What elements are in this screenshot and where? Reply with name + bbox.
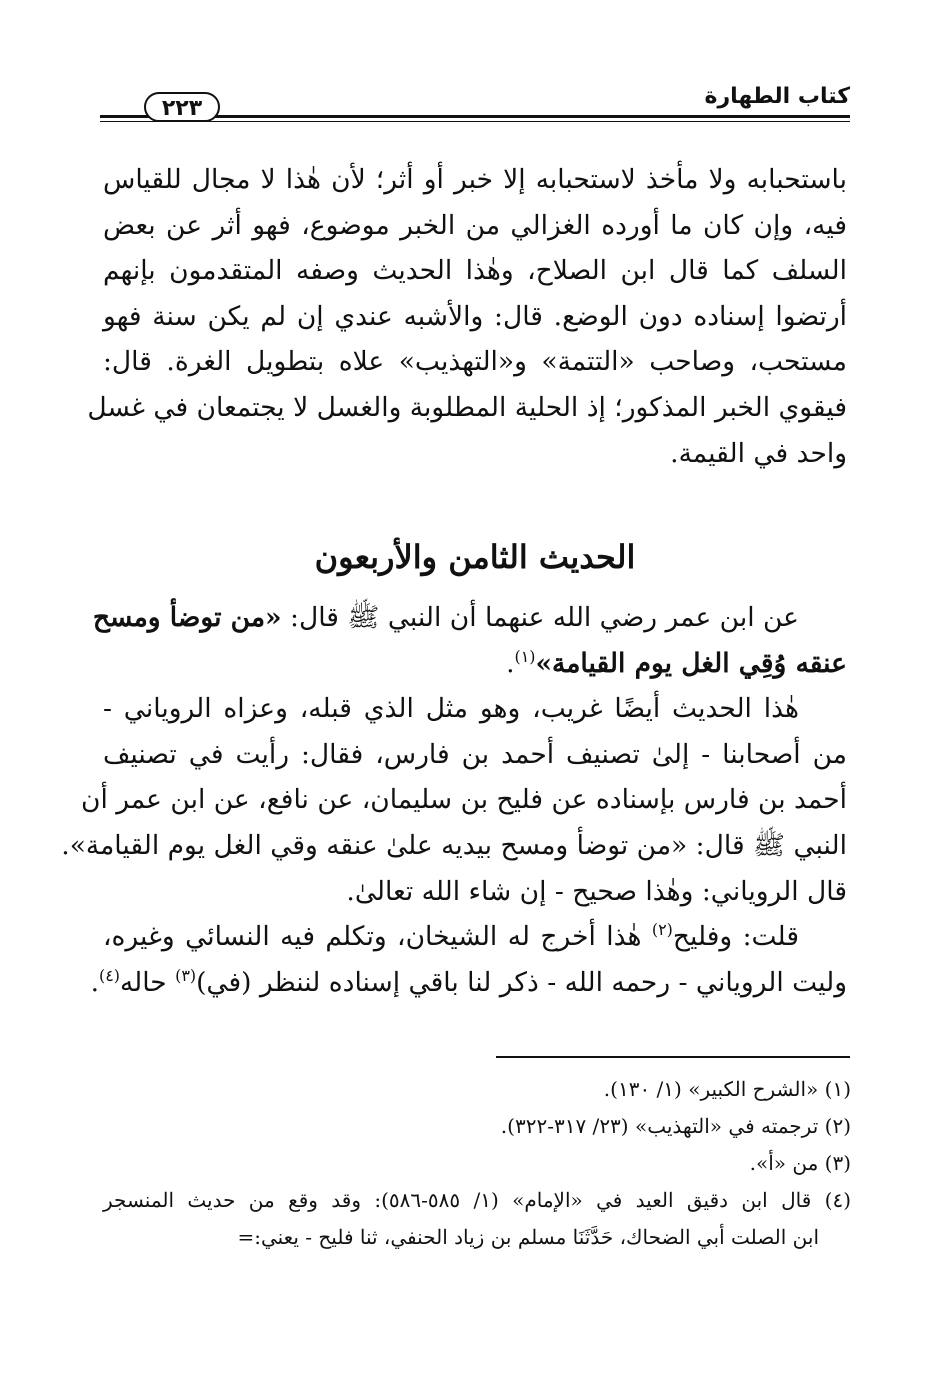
running-title: كتاب الطهارة bbox=[695, 82, 850, 112]
footnote: (٢) ترجمته في «التهذيب» (٢٣/ ٣١٧-٣٢٢). bbox=[500, 1114, 851, 1138]
text-line: النبي ﷺ قال: «من توضأ ومسح بيديه علىٰ عنقه وقي الغل يوم القيامة». bbox=[61, 829, 847, 861]
hadith-and-discussion bbox=[61, 595, 847, 1005]
page-header bbox=[100, 82, 850, 126]
footnote: (٤) قال ابن دقيق العيد في «الإمام» (١/ ٥٨٥-٥٨٦): وقد وقع من حديث المنسجر bbox=[103, 1188, 851, 1212]
text-line bbox=[103, 914, 847, 960]
text-line: واحد في القيمة. bbox=[670, 437, 847, 469]
text-line: فيقوي الخبر المذكور؛ إذ الحلية المطلوبة والغسل لا يجتمعان في غسل bbox=[87, 391, 847, 423]
punctuation: . bbox=[90, 966, 99, 998]
page-number: ٢٢٣ bbox=[144, 92, 220, 122]
footnotes bbox=[103, 1071, 851, 1256]
footnote-ref: (٢) bbox=[651, 920, 673, 940]
footnote-ref: (٣) bbox=[175, 965, 197, 985]
text-line: هٰذا الحديث أيضًا غريب، وهو مثل الذي قبله، وعزاه الروياني - bbox=[103, 693, 799, 725]
text-line: باستحبابه ولا مأخذ لاستحبابه إلا خبر أو أثر؛ لأن هٰذا لا مجال للقياس bbox=[103, 164, 847, 195]
text-line: فيه، وإن كان ما أورده الغزالي من الخبر موضوع، فهو أثر عن بعض bbox=[103, 209, 847, 241]
text-line: أرتضوا إسناده دون الوضع. قال: والأشبه عندي إن لم يكن سنة فهو bbox=[103, 300, 847, 332]
text-line: السلف كما قال ابن الصلاح، وهٰذا الحديث وصفه المتقدمون بإنهم bbox=[103, 255, 847, 287]
hadith-text: عنقه وُقِي الغل يوم القيامة» bbox=[535, 647, 847, 679]
footnote: (١) «الشرح الكبير» (١/ ١٣٠). bbox=[603, 1077, 851, 1101]
text-run: قلت: وفليح bbox=[672, 921, 799, 953]
section-heading: الحديث الثامن والأربعون bbox=[314, 538, 636, 576]
text-run: حاله bbox=[119, 966, 176, 998]
text-line: قال الروياني: وهٰذا صحيح - إن شاء الله تعالىٰ. bbox=[346, 875, 847, 907]
text-line: من أصحابنا - إلىٰ تصنيف أحمد بن فارس، فقال: رأيت في تصنيف bbox=[103, 738, 847, 770]
text-run: هٰذا أخرج له الشيخان، وتكلم فيه النسائي وغيره، bbox=[103, 921, 652, 953]
hadith-text: «من توضأ ومسح bbox=[92, 602, 282, 633]
text-line: أحمد بن فارس بإسناده عن فليح بن سليمان، عن نافع، عن ابن عمر أن bbox=[80, 784, 847, 816]
header-rule-thin bbox=[100, 121, 850, 122]
paragraph-commentary bbox=[87, 157, 847, 476]
footnote-ref: (١) bbox=[514, 646, 536, 666]
footnote-separator bbox=[496, 1056, 850, 1058]
footnote-ref: (٤) bbox=[99, 965, 120, 985]
hadith-intro: عن ابن عمر رضي الله عنهما أن النبي ﷺ قال: bbox=[281, 602, 799, 633]
text-run: وليت الروياني - رحمه الله - ذكر لنا باقي إسناده لننظر (في) bbox=[196, 966, 847, 998]
punctuation: . bbox=[506, 647, 515, 679]
hadith-line bbox=[103, 641, 847, 687]
text-line: مستحب، وصاحب «التتمة» و«التهذيب» علاه بتطويل الغرة. قال: bbox=[103, 346, 847, 378]
footnote: (٣) من «أ». bbox=[749, 1151, 851, 1175]
text-line bbox=[90, 960, 847, 1006]
hadith-line bbox=[92, 595, 847, 641]
footnote-continuation: ابن الصلت أبي الضحاك، حَدَّثَنَا مسلم بن زياد الحنفي، ثنا فليح - يعني:= bbox=[237, 1225, 819, 1249]
